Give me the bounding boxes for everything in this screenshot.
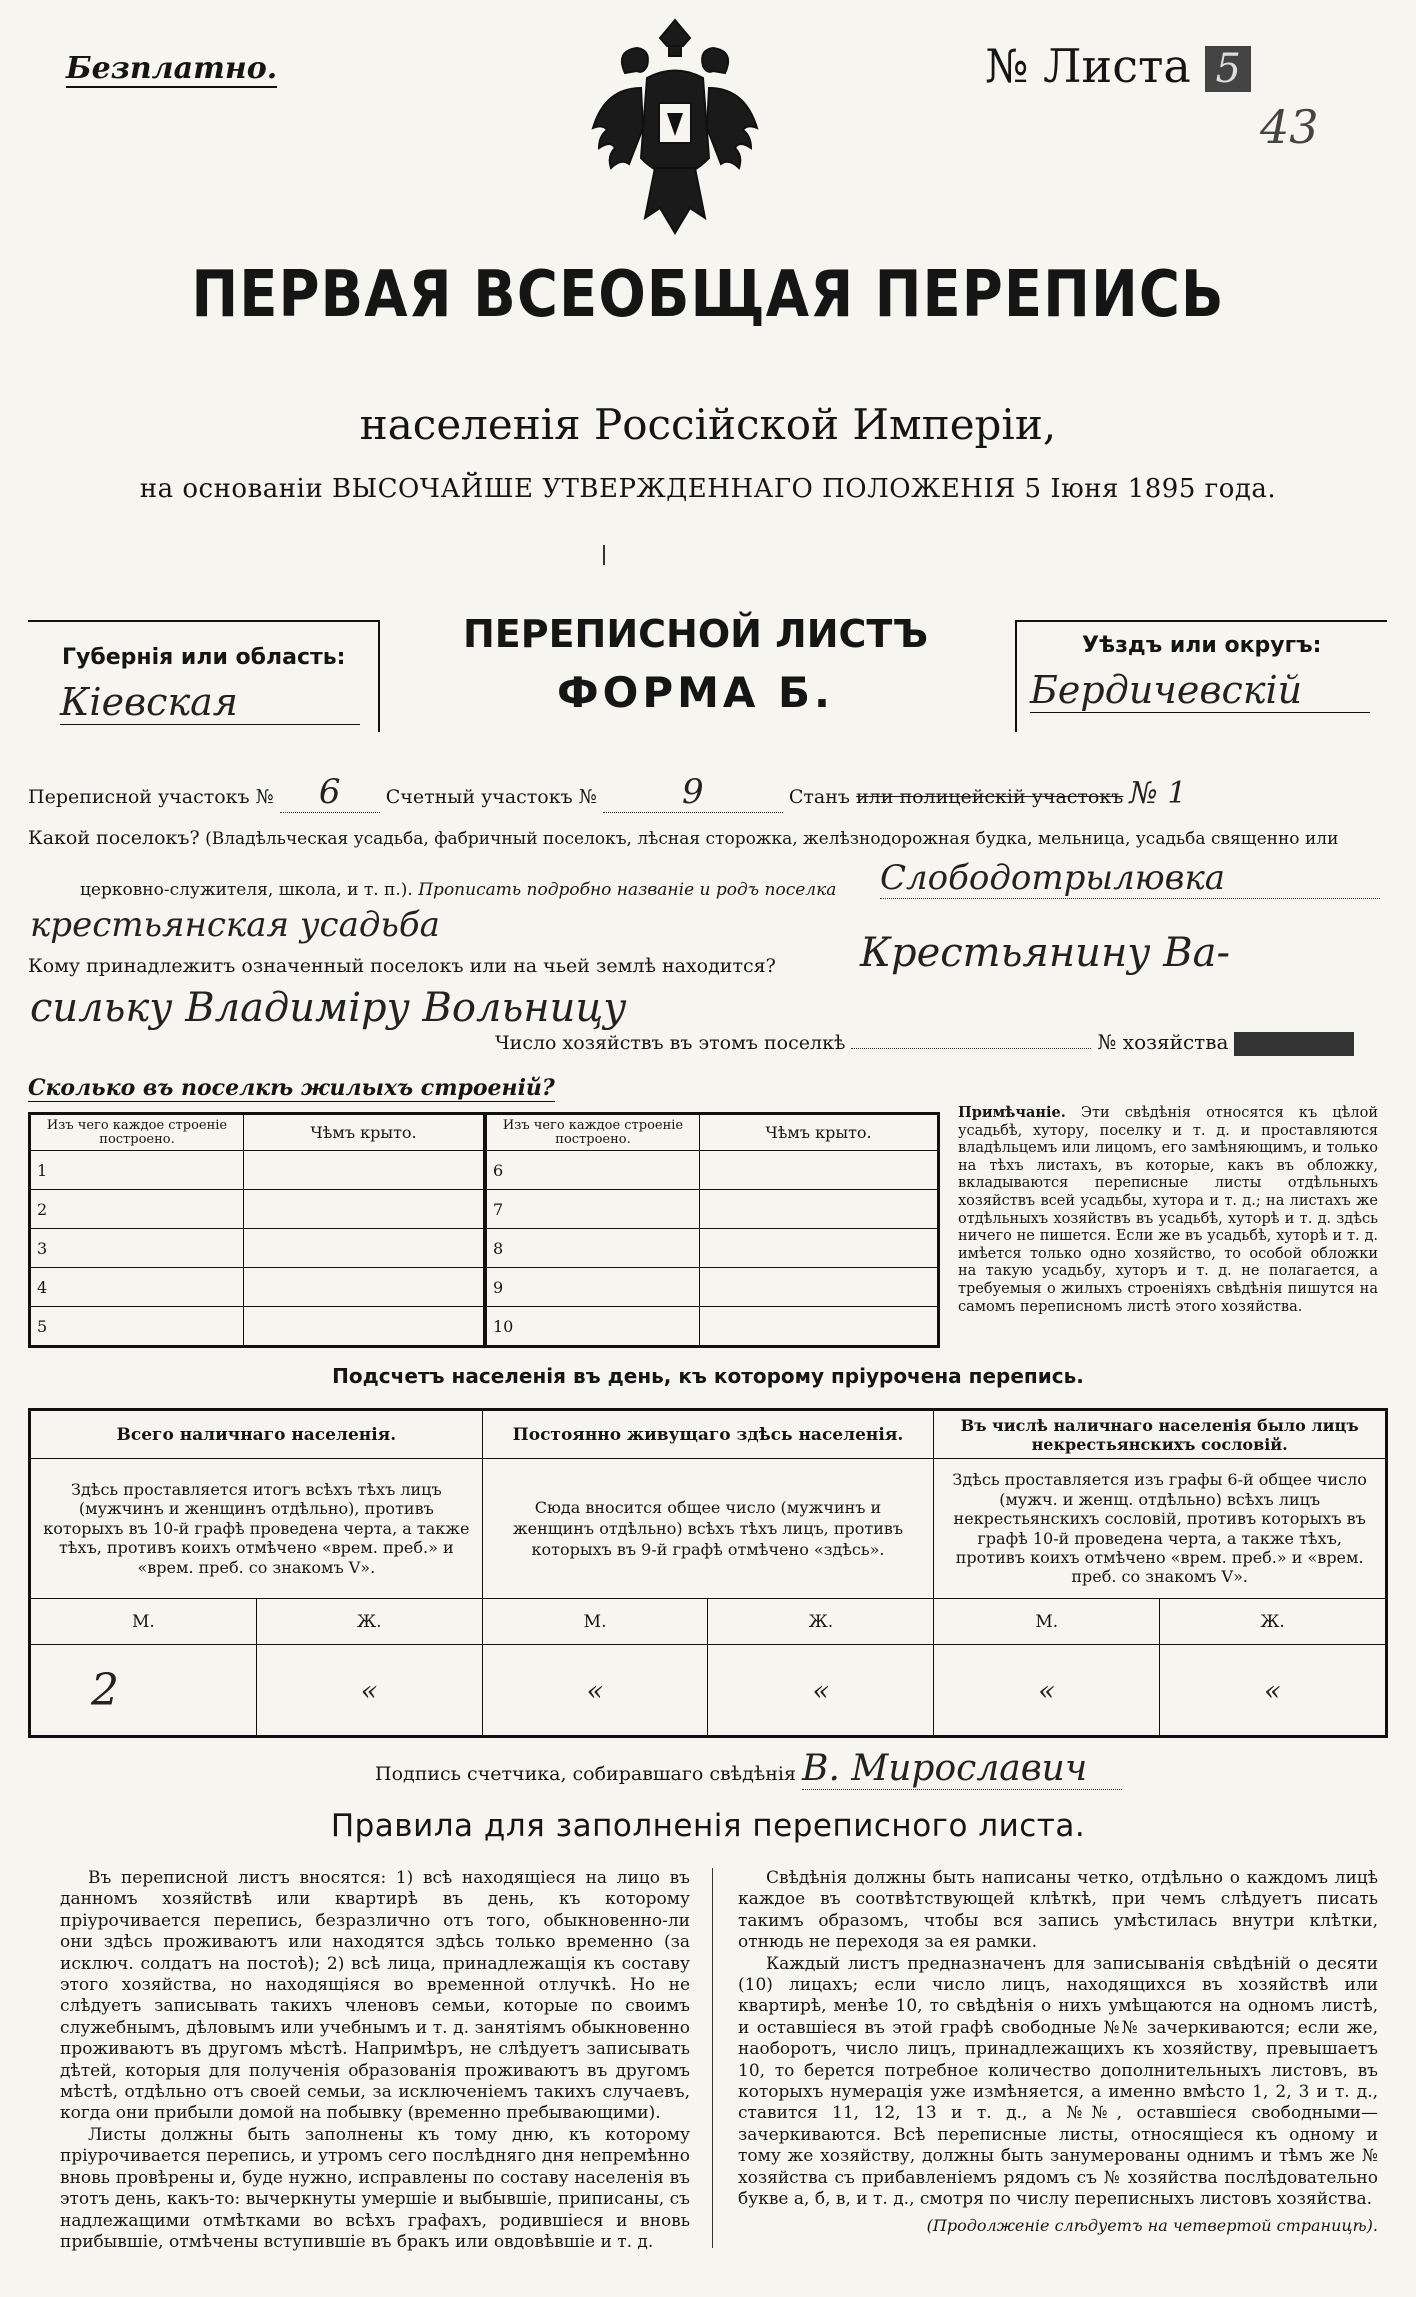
settlement-value-1: Слободотрылювка (880, 858, 1380, 899)
rules-heading: Правила для заполненія переписного листа. (330, 1808, 1086, 1844)
district-value: Бердичевскій (1030, 668, 1370, 713)
count-col1-text: Здѣсь проставляется итогъ всѣхъ тѣхъ лицъ (мужчинъ и женщинъ отдѣльно), противъ которыхъ въ 10-й графѣ проведена черта, а также тѣхъ, противъ коихъ отмѣчено «врем. преб.» и «врем. преб. со знакомъ V». (31, 1459, 483, 1599)
page-title: ПЕРВАЯ ВСЕОБЩАЯ ПЕРЕПИСЬ (191, 257, 1225, 332)
households-label: Число хозяйствъ въ этомъ поселкѣ (495, 1032, 846, 1054)
row-number: 6 (487, 1151, 700, 1190)
free-label: Безплатно. (66, 51, 278, 86)
row-number: 7 (487, 1190, 700, 1229)
stan-value: № 1 (1129, 776, 1187, 811)
buildings-note-title: Примѣчаніе. (958, 1104, 1066, 1121)
district-line (28, 772, 1398, 813)
owner-question: Кому принадлежитъ означенный поселокъ или на чьей землѣ находится? (28, 955, 776, 977)
buildings-col-count: Изъ чего каждое строеніе построено. (31, 1115, 244, 1151)
row-number: 8 (487, 1229, 700, 1268)
rules-left-column (60, 1868, 690, 2253)
column-divider (712, 1868, 713, 2248)
counting-district-value: 9 (603, 772, 783, 813)
table-row (31, 1229, 484, 1268)
row-number: 2 (31, 1190, 244, 1229)
count-value: « (1160, 1645, 1386, 1736)
buildings-col-roof: Чѣмъ крыто. (244, 1115, 484, 1151)
rules-continued: (Продолженіе слѣдуетъ на четвертой страницѣ). (926, 2215, 1378, 2235)
counting-district-label: Счетный участокъ № (385, 786, 597, 808)
male-label: М. (31, 1599, 257, 1645)
count-table (28, 1408, 1388, 1738)
settlement-hint-row (80, 880, 836, 900)
owner-value-1: Крестьянину Ва- (860, 930, 1230, 976)
count-col1-title: Всего наличнаго населенія. (31, 1411, 483, 1459)
row-number: 5 (31, 1307, 244, 1346)
table-row (487, 1190, 938, 1229)
count-col3-text: Здѣсь проставляется изъ графы 6-й общее число (мужч. и женщ. отдѣльно) всѣхъ лицъ некрестьянскихъ сословій, противъ которыхъ въ графѣ 10-й проведена черта, а также тѣхъ, противъ коихъ отмѣчено «врем. преб.» и «врем. преб. со знакомъ V». (934, 1459, 1386, 1599)
buildings-table-left-grid (30, 1114, 484, 1346)
title-divider (603, 545, 605, 565)
settlement-hint-1: (Владѣльческая усадьба, фабричный поселокъ, лѣсная сторожка, желѣзнодорожная будка, мельница, усадьба священно или (205, 829, 1339, 849)
row-number: 3 (31, 1229, 244, 1268)
settlement-question (28, 827, 1338, 849)
row-number: 9 (487, 1268, 700, 1307)
province-value: Кіевская (60, 680, 360, 725)
female-label: Ж. (1160, 1599, 1386, 1645)
census-district-value: 6 (280, 772, 380, 813)
row-number: 10 (487, 1307, 700, 1346)
district-label: Уѣздъ или округъ: (1082, 633, 1322, 658)
table-row (31, 1307, 484, 1346)
households-value (851, 1048, 1091, 1049)
form-name: ФОРМА Б. (556, 668, 835, 717)
owner-value-2: сильку Владиміру Вольницу (30, 985, 627, 1031)
count-value: « (934, 1645, 1160, 1736)
count-table-grid (30, 1410, 1386, 1736)
form-title: ПЕРЕПИСНОЙ ЛИСТЪ (462, 612, 929, 656)
double-headed-eagle-icon (585, 18, 765, 248)
rules-left-p1: Въ переписной листъ вносятся: 1) всѣ находящіеся на лицо въ данномъ хозяйствѣ или квартирѣ въ день, къ которому пріурочивается перепись, безразлично отъ того, обыкновенно-ли они здѣсь проживаютъ или находятся здѣсь только временно (за исключ. солдатъ на постоѣ); 2) всѣ лица, принадлежащія къ составу этого хозяйства, но находящіяся во временной отлучкѣ. Но не слѣдуетъ записывать такихъ членовъ семьи, которые по своимъ служебнымъ, дѣловымъ или учебнымъ и т. д. занятіямъ обыкновенно проживаютъ въ другомъ мѣстѣ. Напримѣръ, не слѣдуетъ записывать дѣтей, которыя для полученія образованія проживаютъ въ другомъ мѣстѣ, отдѣльно отъ своей семьи, за исключеніемъ такихъ случаевъ, когда они прибыли домой на побывку (временно пребывающими). (60, 1868, 690, 2124)
settlement-hint-3: Прописать подробно названіе и родъ поселка (418, 880, 837, 900)
signature-row (375, 1748, 1122, 1790)
household-number-redacted (1234, 1032, 1354, 1056)
signature-label: Подпись счетчика, собиравшаго свѣдѣнія (375, 1763, 796, 1785)
male-label: М. (482, 1599, 708, 1645)
table-row (487, 1307, 938, 1346)
male-label: М. (934, 1599, 1160, 1645)
settlement-hint-2: церковно-служителя, школа, и т. п.). (80, 880, 413, 900)
buildings-note (958, 1104, 1378, 1316)
table-row (487, 1268, 938, 1307)
page-subtitle: населенія Россійской Имперіи, (359, 400, 1057, 449)
table-row (31, 1151, 484, 1190)
buildings-col-count: Изъ чего каждое строеніе построено. (487, 1115, 700, 1151)
legal-basis: на основаніи ВЫСОЧАЙШЕ УТВЕРЖДЕННАГО ПОЛОЖЕНІЯ 5 Іюня 1895 года. (139, 474, 1277, 504)
buildings-table-right (486, 1112, 940, 1348)
female-label: Ж. (256, 1599, 482, 1645)
dwellings-question: Сколько въ поселкѣ жилыхъ строеній? (28, 1075, 555, 1101)
female-label: Ж. (708, 1599, 934, 1645)
table-row (487, 1151, 938, 1190)
census-district-label: Переписной участокъ № (28, 786, 274, 808)
settlement-value-2: крестьянская усадьба (30, 905, 440, 945)
households-row (495, 1030, 1354, 1056)
settlement-q-label: Какой поселокъ? (28, 827, 200, 849)
count-col3-title: Въ числѣ наличнаго населенія было лицъ некрестьянскихъ сословій. (934, 1411, 1386, 1459)
count-col2-title: Постоянно живущаго здѣсь населенія. (482, 1411, 934, 1459)
stan-label: Станъ (788, 786, 850, 808)
sheet-number-pencil: 43 (1260, 100, 1319, 154)
count-value: « (708, 1645, 934, 1736)
table-row (31, 1268, 484, 1307)
table-row (487, 1229, 938, 1268)
row-number: 4 (31, 1268, 244, 1307)
sheet-number-value: 5 (1205, 46, 1250, 92)
household-number-label: № хозяйства (1097, 1030, 1229, 1054)
rules-right-p2: Каждый листъ предназначенъ для записыванія свѣдѣній о десяти (10) лицахъ; если число лицъ, находящихся въ хозяйствѣ или квартирѣ, менѣе 10, то свѣдѣнія о нихъ умѣщаются на одномъ листѣ, и оставшіеся въ этой графѣ свободные №№ зачеркиваются; если же, наоборотъ, число лицъ, принадлежащихъ къ хозяйству, превышаетъ 10, то берется потребное количество дополнительныхъ листовъ, въ которыхъ нумерація уже измѣняется, а именно вмѣсто 1, 2, 3 и т. д., ставится 11, 12, 13 и т. д., а №№, оставшіеся свободными—зачеркиваются. Всѣ переписные листы, относящіеся къ одному и тому же хозяйству, должны быть занумерованы однимъ и тѣмъ же № хозяйства съ прибавленіемъ рядомъ съ № хозяйства послѣдовательно букве а, б, в, и т. д., смотря по числу переписныхъ листовъ хозяйства. (738, 1953, 1378, 2210)
buildings-table-right-grid (486, 1114, 938, 1346)
rules-right-column (738, 1868, 1378, 2236)
buildings-table-left (28, 1112, 486, 1348)
count-value: « (256, 1645, 482, 1736)
row-number: 1 (31, 1151, 244, 1190)
rules-left-p2: Листы должны быть заполнены къ тому дню, къ которому пріурочивается перепись, и утромъ сего послѣдняго дня непремѣнно вновь провѣрены и, буде нужно, исправлены по составу населенія въ этотъ день, какъ-то: вычеркнуты умершіе и выбывшіе, приписаны, съ надлежащими отмѣтками во всѣхъ графахъ, родившіеся и вновь прибывшіе, отмѣчены вступившіе въ бракъ или овдовѣвшіе и т. д. (60, 2124, 690, 2252)
table-row (31, 1190, 484, 1229)
sheet-number-label: № Листа (985, 39, 1191, 93)
count-value: « (482, 1645, 708, 1736)
rules-right-p1: Свѣдѣнія должны быть написаны четко, отдѣльно о каждомъ лицѣ каждое въ соотвѣтствующей клѣткѣ, при чемъ слѣдуетъ писать такимъ образомъ, чтобы вся запись умѣстилась внутри клѣтки, отнюдь не переходя за ея рамки. (738, 1868, 1378, 1953)
buildings-col-roof: Чѣмъ крыто. (700, 1115, 938, 1151)
sheet-number (985, 40, 1251, 95)
stan-struck: или полицейскій участокъ (856, 786, 1124, 808)
province-label: Губернія или область: (62, 645, 346, 670)
buildings-note-text: Эти свѣдѣнія относятся къ цѣлой усадьбѣ, хутору, поселку и т. д. и проставляются владѣльцемъ или лицомъ, его замѣняющимъ, и только на тѣхъ листахъ, въ которые, какъ въ обложку, вкладываются переписные листы отдѣльныхъ хозяйствъ всей усадьбы, хутора и т. д.; на листахъ же отдѣльныхъ хозяйствъ въ усадьбѣ, хуторѣ и т. д. здѣсь ничего не пишется. Если же въ усадьбѣ, хуторѣ и т. д. имѣется только одно хозяйство, то особой обложки на такую усадьбу, хуторъ и т. д. не полагается, а требуемыя о жилыхъ строеніяхъ свѣдѣнія пишутся на самомъ переписномъ листѣ этого хозяйства. (958, 1105, 1378, 1315)
count-heading: Подсчетъ населенія въ день, къ которому пріурочена перепись. (332, 1364, 1084, 1388)
count-value: 2 (31, 1645, 257, 1736)
signature-value: В. Мирославич (802, 1748, 1122, 1790)
count-col2-text: Сюда вносится общее число (мужчинъ и женщинъ отдѣльно) всѣхъ тѣхъ лицъ, противъ которыхъ въ 9-й графѣ отмѣчено «здѣсь». (482, 1459, 934, 1599)
